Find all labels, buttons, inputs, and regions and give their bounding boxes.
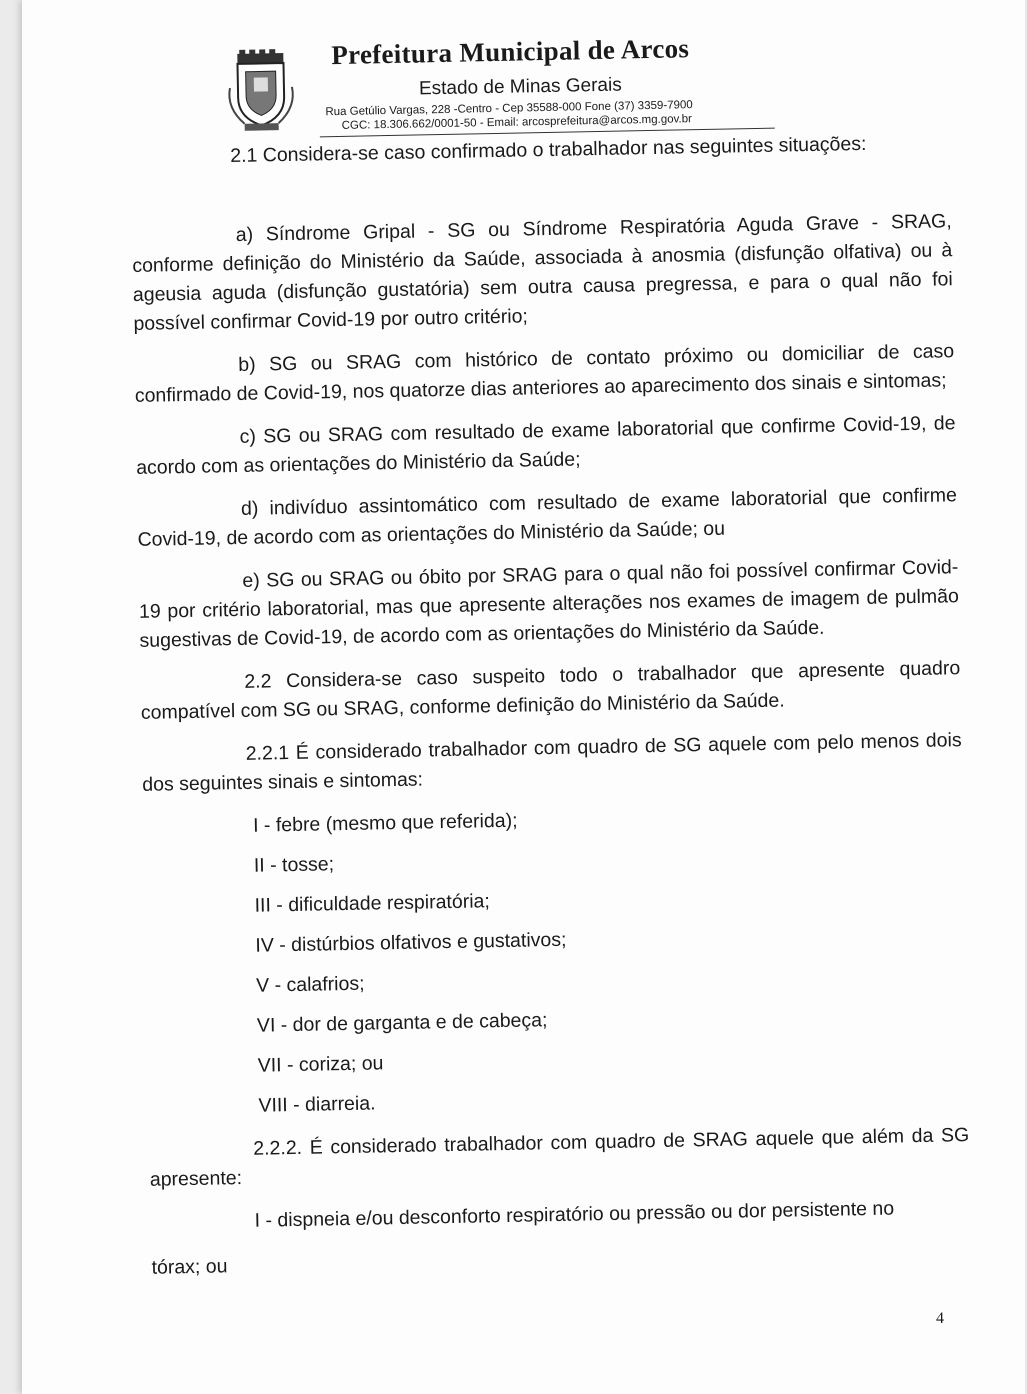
symptom-item: I - febre (mesmo que referida); — [252, 809, 518, 837]
clause-d: d) indivíduo assintomático com resultado de exame laboratorial que confirme Covid-19, de acordo com as orientações do Ministério da Saúde; ou — [137, 484, 958, 551]
clause-a: a) Síndrome Gripal - SG ou Síndrome Respiratória Aguda Grave - SRAG, conforme definição do Ministério da Saúde, associada à anosmia (disfunção olfativa) ou à ageusia aguda (disfunção gustatória) sem outra causa pregressa, e para o qual não foi possível confirmar Covid-19 por outro critério; — [132, 210, 953, 335]
letterhead-address: Rua Getúlio Vargas, 228 -Centro - Cep 35588-000 Fone (37) 3359-7900 — [325, 99, 693, 119]
symptom-item: II - tosse; — [253, 853, 335, 877]
section-2-1-heading: 2.1 Considera-se caso confirmado o trabalhador nas seguintes situações: — [230, 132, 867, 168]
letterhead-cgc: CGC: 18.306.662/0001-50 - Email: arcosprefeitura@arcos.mg.gov.br — [341, 113, 692, 132]
srag-item-1-continuation: tórax; ou — [151, 1255, 228, 1279]
municipal-crest-icon — [223, 47, 299, 134]
letterhead-title: Prefeitura Municipal de Arcos — [331, 33, 690, 71]
document-body — [130, 128, 972, 1283]
clause-e: e) SG ou SRAG ou óbito por SRAG para o qual não foi possível confirmar Covid-19 por critério laboratorial, mas que apresente alterações nos exames de imagem de pulmão sugestivas de Covid-19, de acordo com as orientações do Ministério da Saúde. — [138, 556, 960, 652]
section-2-2-1: 2.2.1 É considerado trabalhador com quadro de SG aquele com pelo menos dois dos seguintes sinais e sintomas: — [142, 729, 962, 796]
clause-b: b) SG ou SRAG com histórico de contato próximo ou domiciliar de caso confirmado de Covid-19, nos quatorze dias anteriores ao aparecimento dos sinais e sintomas; — [134, 340, 955, 407]
letterhead — [128, 24, 950, 140]
section-2-2-2: 2.2.2. É considerado trabalhador com quadro de SRAG aquele que além da SG apresente: — [149, 1124, 970, 1191]
section-2-2: 2.2 Considera-se caso suspeito todo o trabalhador que apresente quadro compatível com SG ou SRAG, conforme definição do Ministério da Saúde. — [140, 657, 961, 724]
page-content — [128, 24, 972, 1283]
symptom-item: VI - dor de garganta e de cabeça; — [256, 1009, 548, 1037]
document-page — [22, 0, 1025, 1394]
srag-item-1: I - dispneia e/ou desconforto respiratório ou pressão ou dor persistente no — [254, 1197, 895, 1232]
symptom-item: IV - distúrbios olfativos e gustativos; — [255, 928, 567, 957]
clause-c: c) SG ou SRAG com resultado de exame laboratorial que confirme Covid-19, de acordo com as orientações do Ministério da Saúde; — [136, 412, 956, 479]
page-number: 4 — [936, 1310, 944, 1327]
letterhead-state: Estado de Minas Gerais — [418, 74, 622, 100]
symptom-item: V - calafrios; — [255, 972, 365, 997]
symptom-item: VII - coriza; ou — [257, 1052, 384, 1077]
symptom-item: III - dificuldade respiratória; — [254, 890, 491, 917]
symptom-item: VIII - diarreia. — [258, 1092, 376, 1117]
